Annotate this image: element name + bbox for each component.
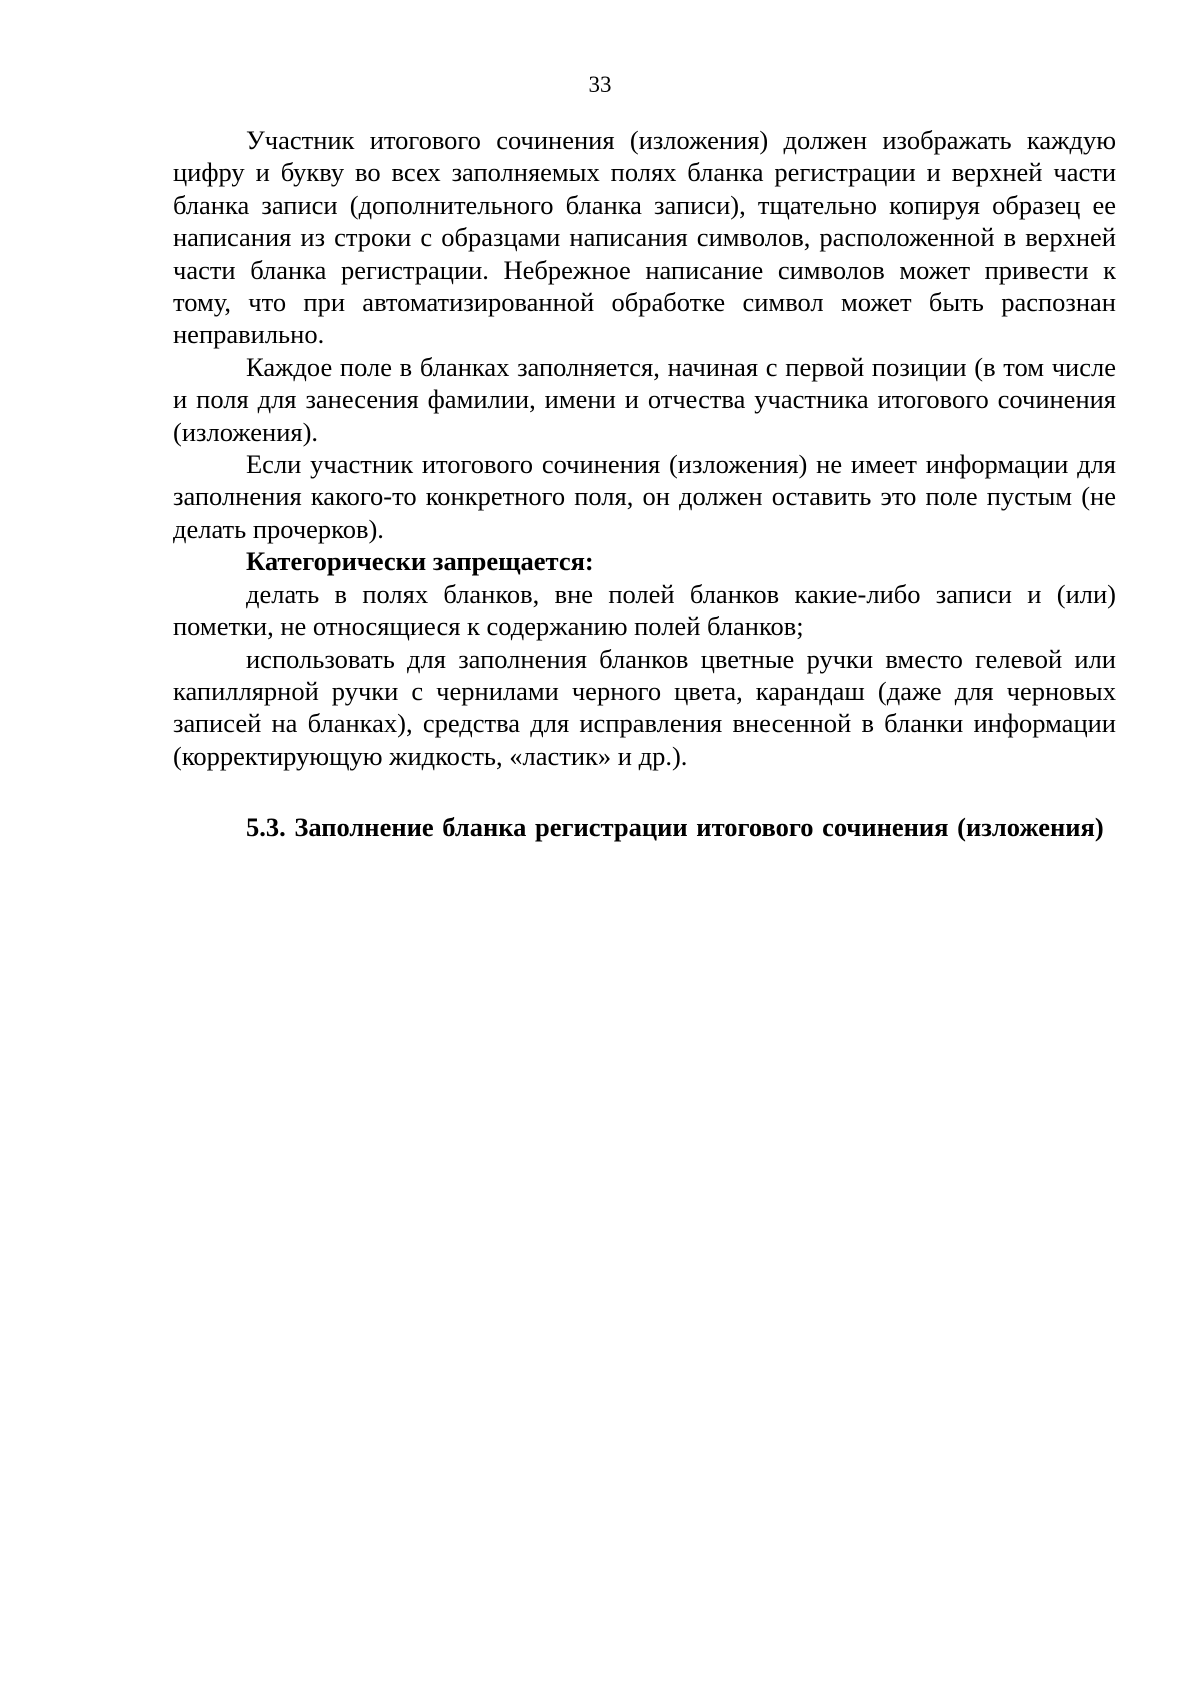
paragraph-field-filling: Каждое поле в бланках заполняется, начиная с первой позиции (в том числе и поля для занесения фамилии, имени и отчества участника итогового сочинения (изложения). [173, 351, 1116, 447]
prohibited-heading: Категорически запрещается: [246, 546, 594, 577]
paragraph-empty-field: Если участник итогового сочинения (изложения) не имеет информации для заполнения какого-то конкретного поля, он должен оставить это поле пустым (не делать прочерков). [173, 449, 1116, 544]
paragraph-symbol-writing: Участник итогового сочинения (изложения) должен изображать каждую цифру и букву во всех заполняемых полях бланка регистрации и верхней части бланка записи (дополнительного бланка записи), тщательно копируя образец ее написания из строки с образцами написания символов, расположенной в верхней части бланка регистрации. Небрежное написание символов может привести к тому, что при автоматизированной обработке символ может быть распознан неправильно. [173, 125, 1116, 350]
prohibited-item: делать в полях бланков, вне полей бланков какие-либо записи и (или) пометки, не относящиеся к содержанию полей бланков; [173, 578, 1116, 642]
page-content [173, 124, 1116, 844]
section-heading: 5.3. Заполнение бланка регистрации итогового сочинения (изложения) [246, 812, 1104, 843]
page-number: 33 [588, 72, 612, 97]
prohibited-item: использовать для заполнения бланков цветные ручки вместо гелевой или капиллярной ручки с чернилами черного цвета, карандаш (даже для черновых записей на бланках), средства для исправления внесенной в бланки информации (корректирующую жидкость, «ластик» и др.). [173, 643, 1116, 771]
